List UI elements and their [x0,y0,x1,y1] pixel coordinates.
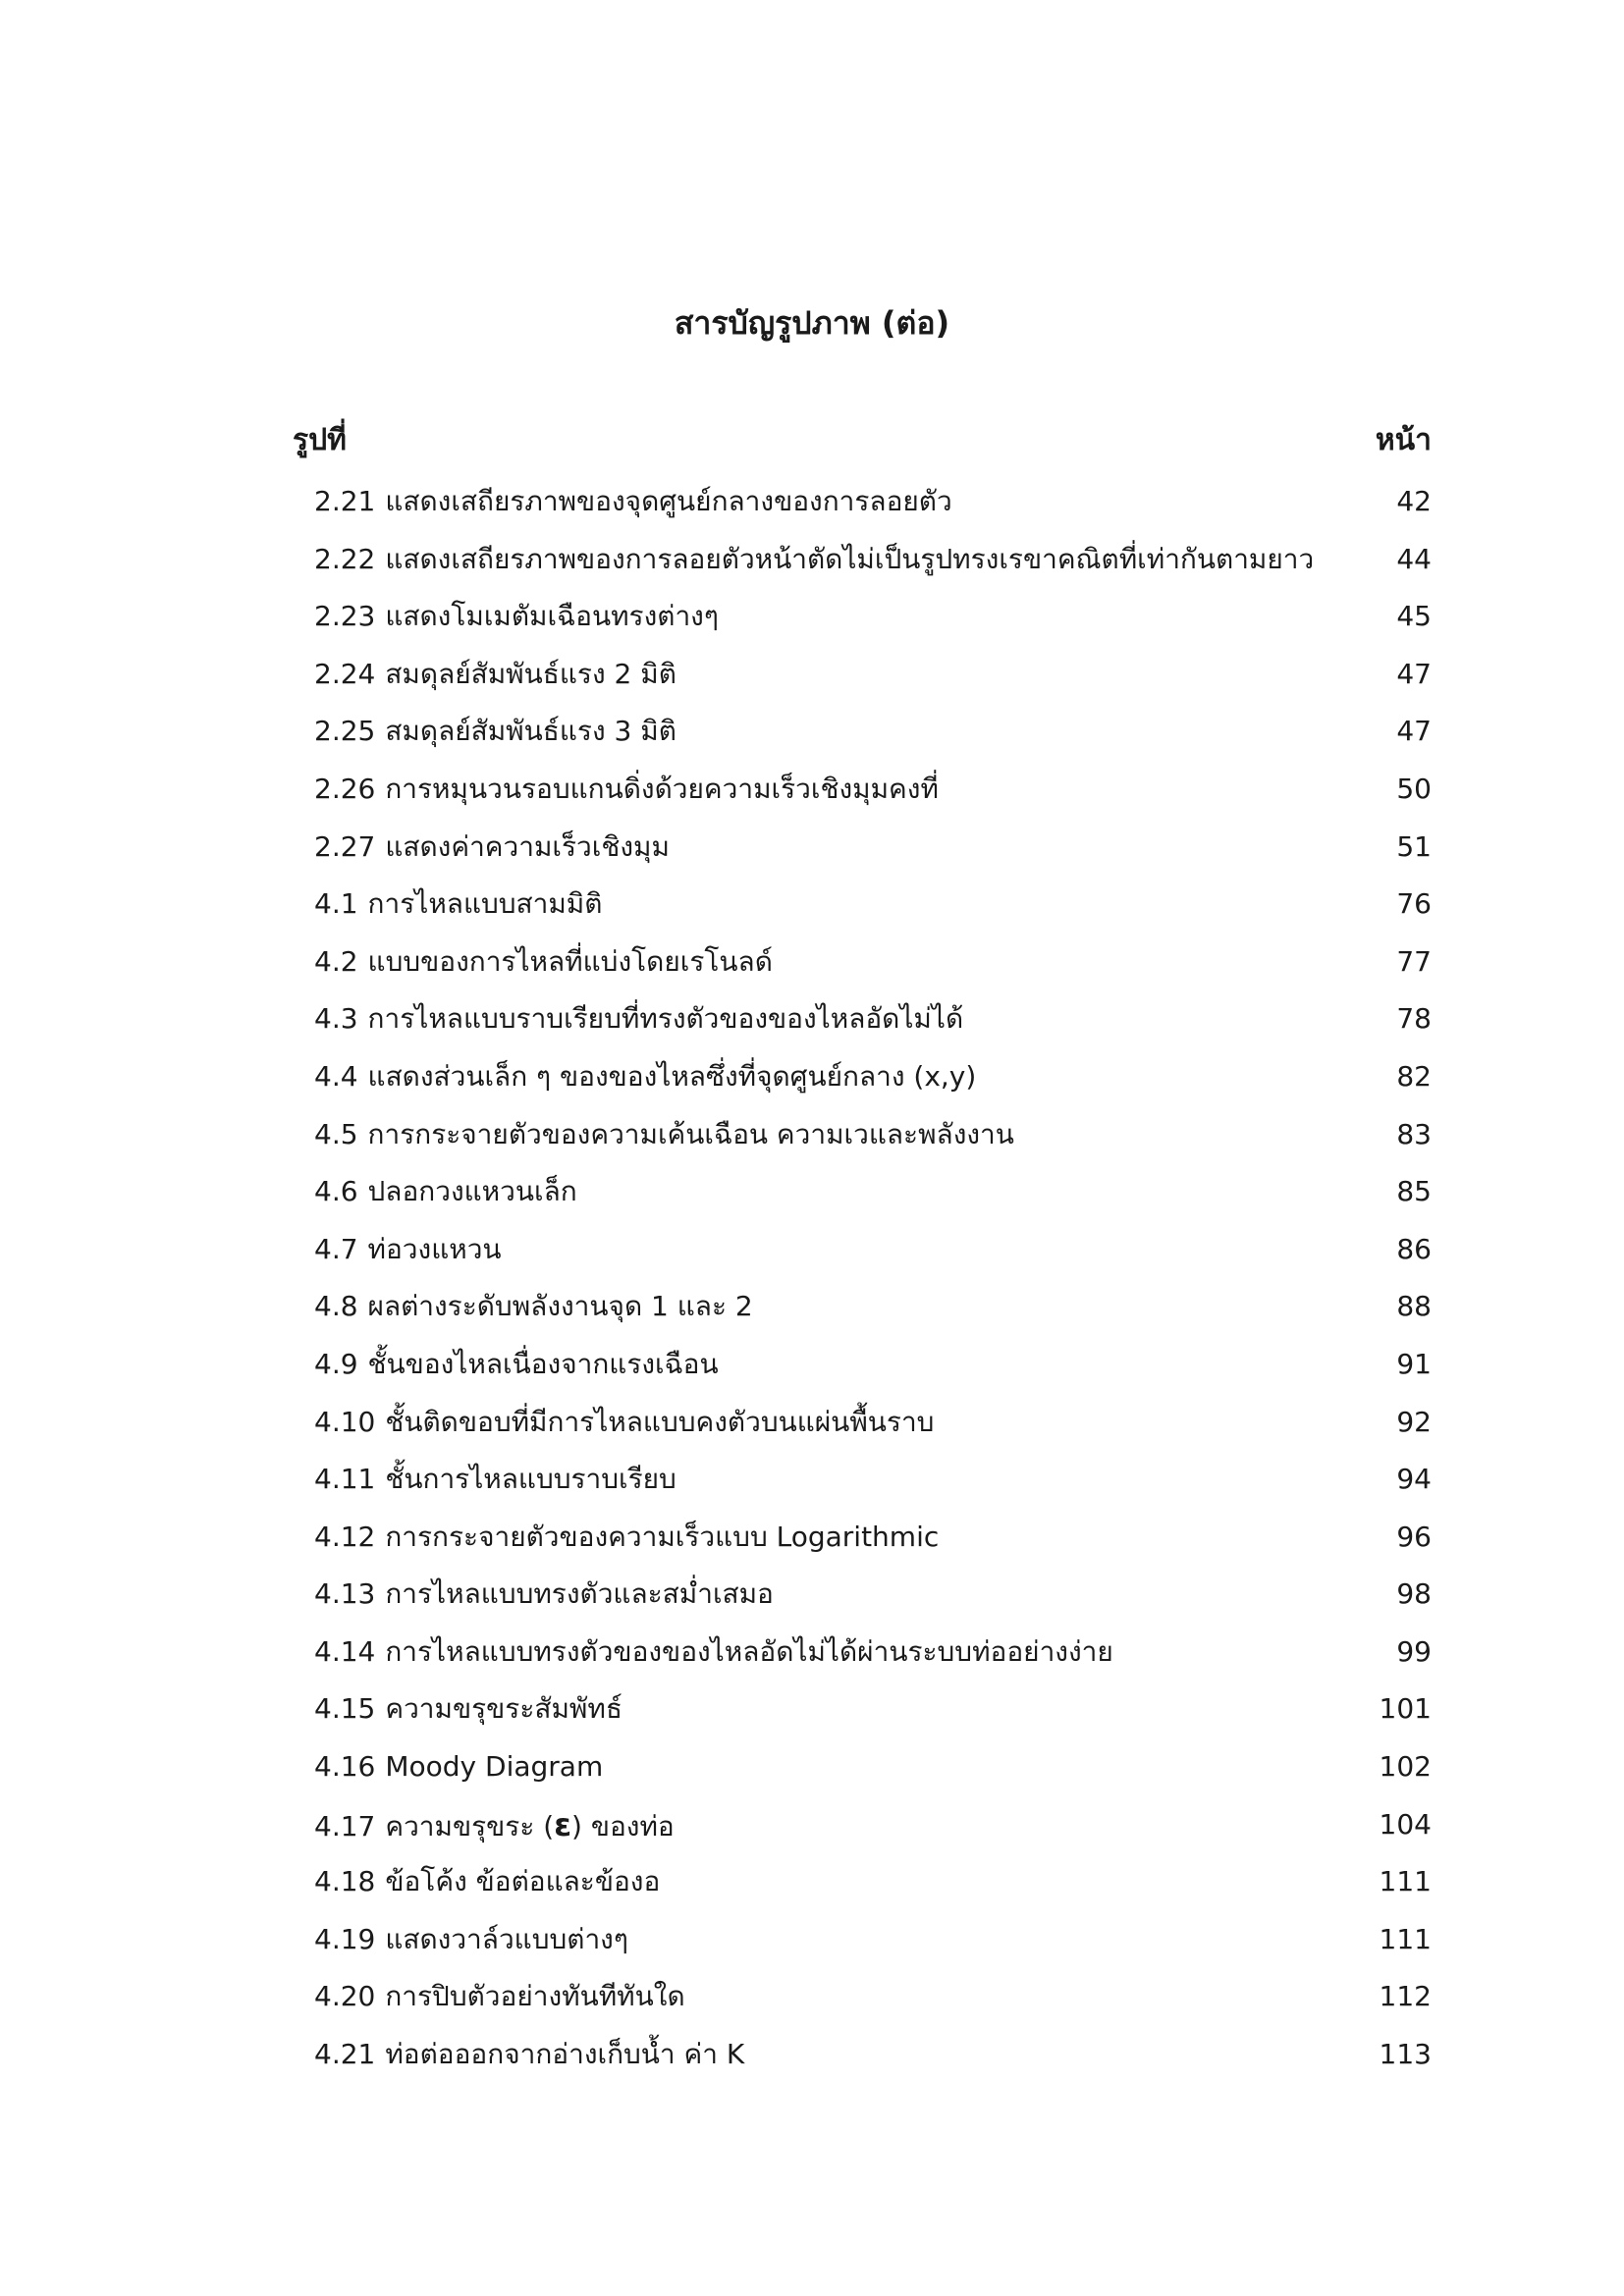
figure-number: 4.10 [314,1405,376,1438]
page-number: 111 [1379,1865,1432,1898]
page-number: 98 [1396,1577,1432,1611]
list-item [314,1743,1432,1801]
figure-number: 4.16 [314,1750,376,1784]
page-number: 111 [1379,1922,1432,1955]
page-number: 92 [1396,1405,1432,1438]
list-item [314,478,1432,536]
figure-column-label: รูปที่ [293,423,347,457]
figure-caption: แสดงวาล์วแบบต่างๆ [385,1922,628,1955]
figure-number: 4.3 [314,1002,358,1036]
list-item [314,651,1432,709]
figure-number: 4.2 [314,944,358,978]
page-number: 45 [1396,600,1432,633]
page-title: สารบัญรูปภาพ (ต่อ) [674,304,950,342]
figure-number: 2.22 [314,542,376,575]
figure-caption: ท่อวงแหวน [367,1232,502,1265]
list-item [314,1053,1432,1111]
figure-number: 4.4 [314,1059,358,1093]
figure-number: 4.11 [314,1463,376,1496]
page-number: 96 [1396,1520,1432,1553]
page-number: 104 [1379,1807,1432,1841]
list-item [314,766,1432,824]
page-number: 83 [1396,1117,1432,1150]
page-number: 112 [1379,1980,1432,2013]
figure-number: 4.17 [314,1809,376,1842]
list-item [314,593,1432,651]
page-number: 47 [1396,715,1432,748]
list-item [314,1226,1432,1284]
figure-number: 2.27 [314,829,376,863]
figure-number: 2.23 [314,600,376,633]
figure-number: 4.20 [314,1980,376,2013]
page-number: 82 [1396,1059,1432,1093]
figure-number: 2.25 [314,715,376,748]
list-item [314,1111,1432,1169]
figure-caption: การกระจายตัวของความเค้นเฉือน ความเวและพลังงาน [367,1117,1014,1150]
figure-caption-prefix: ความขรุขระ ( [385,1809,555,1842]
figure-number: 4.13 [314,1577,376,1611]
page-number: 47 [1396,657,1432,690]
figure-caption: สมดุลย์สัมพันธ์แรง 2 มิติ [385,657,677,690]
figure-caption: การไหลแบบทรงตัวของของไหลอัดไม่ได้ผ่านระบบท่ออย่างง่าย [385,1634,1113,1668]
list-item [314,1685,1432,1743]
figure-number: 2.26 [314,772,376,805]
page-number: 42 [1396,485,1432,517]
page-number: 78 [1396,1002,1432,1036]
figure-number: 4.15 [314,1692,376,1726]
figure-caption: การไหลแบบสามมิติ [367,887,603,921]
list-item [314,1858,1432,1916]
list-item [314,1341,1432,1399]
list-item [314,995,1432,1053]
page-number: 44 [1396,542,1432,575]
list-item [314,708,1432,766]
figure-number: 2.21 [314,485,376,517]
page-number: 50 [1396,772,1432,805]
list-item [314,536,1432,594]
figure-caption: ความขรุขระสัมพัทธ์ [385,1692,623,1726]
page-number: 76 [1396,887,1432,921]
list-item [314,1916,1432,1974]
figure-caption: ชั้นติดขอบที่มีการไหลแบบคงตัวบนแผ่นพื้นราบ [385,1405,935,1438]
figure-caption: แสดงส่วนเล็ก ๆ ของของไหลซึ่งที่จุดศูนย์กลาง (x,y) [367,1059,977,1093]
figure-caption: ปลอกวงแหวนเล็ก [367,1175,577,1208]
list-item [314,824,1432,881]
list-item [314,2031,1432,2089]
list-item [314,1456,1432,1514]
figure-number: 4.19 [314,1922,376,1955]
figure-caption: ท่อต่อออกจากอ่างเก็บน้ำ ค่า K [385,2038,745,2071]
page-number: 99 [1396,1634,1432,1668]
list-item [314,1514,1432,1572]
figure-caption: การไหลแบบทรงตัวและสม่ำเสมอ [385,1577,774,1611]
figure-caption: ชั้นของไหลเนื่องจากแรงเฉือน [367,1347,719,1380]
list-item [314,938,1432,996]
page-number: 51 [1396,829,1432,863]
page-number: 91 [1396,1347,1432,1380]
figure-number: 4.1 [314,887,358,921]
figure-list [314,478,1432,2089]
figure-caption: แสดงโมเมตัมเฉือนทรงต่างๆ [385,600,719,633]
figure-caption: ข้อโค้ง ข้อต่อและข้องอ [385,1865,661,1898]
figure-number: 4.18 [314,1865,376,1898]
figure-caption: สมดุลย์สัมพันธ์แรง 3 มิติ [385,715,677,748]
page-number: 86 [1396,1232,1432,1265]
page-number: 77 [1396,944,1432,978]
figure-number: 4.5 [314,1117,358,1150]
page-number: 94 [1396,1463,1432,1496]
page-number: 101 [1379,1692,1432,1726]
list-item [314,1571,1432,1629]
figure-caption: ชั้นการไหลแบบราบเรียบ [385,1463,677,1496]
figure-number: 4.14 [314,1634,376,1668]
figure-caption: การปิบตัวอย่างทันทีทันใด [385,1980,685,2013]
figure-number: 4.9 [314,1347,358,1380]
figure-caption: การไหลแบบราบเรียบที่ทรงตัวของของไหลอัดไม่ได้ [367,1002,964,1036]
figure-caption: การหมุนวนรอบแกนดิ่งด้วยความเร็วเชิงมุมคงที่ [385,772,939,805]
figure-number: 4.7 [314,1232,358,1265]
figure-caption: แบบของการไหลที่แบ่งโดยเรโนลด์ [367,944,773,978]
figure-caption: แสดงเสถียรภาพของการลอยตัวหน้าตัดไม่เป็นรูปทรงเรขาคณิตที่เท่ากันตามยาว [385,542,1315,575]
page-number: 113 [1379,2038,1432,2071]
figure-number: 4.12 [314,1520,376,1553]
figure-number: 4.21 [314,2038,376,2071]
list-header [293,417,1432,464]
figure-caption: การกระจายตัวของความเร็วแบบ Logarithmic [385,1520,940,1553]
figure-number: 4.6 [314,1175,358,1208]
list-item [314,1399,1432,1457]
figure-caption-suffix: ) ของท่อ [571,1809,675,1842]
list-item [314,1168,1432,1226]
list-item [314,1629,1432,1686]
list-item [314,1283,1432,1341]
epsilon-symbol: ε [554,1805,572,1843]
page-number: 85 [1396,1175,1432,1208]
figure-number: 4.8 [314,1290,358,1323]
list-item [314,1973,1432,2031]
list-item [314,881,1432,938]
figure-caption: แสดงค่าความเร็วเชิงมุม [385,829,670,863]
page-number: 88 [1396,1290,1432,1323]
figure-caption: Moody Diagram [385,1750,604,1784]
page-column-label: หน้า [1375,423,1432,457]
figure-caption: ผลต่างระดับพลังงานจุด 1 และ 2 [367,1290,753,1323]
figure-caption: แสดงเสถียรภาพของจุดศูนย์กลางของการลอยตัว [385,485,952,517]
list-item [314,1801,1432,1859]
page-number: 102 [1379,1750,1432,1784]
figure-number: 2.24 [314,657,376,690]
